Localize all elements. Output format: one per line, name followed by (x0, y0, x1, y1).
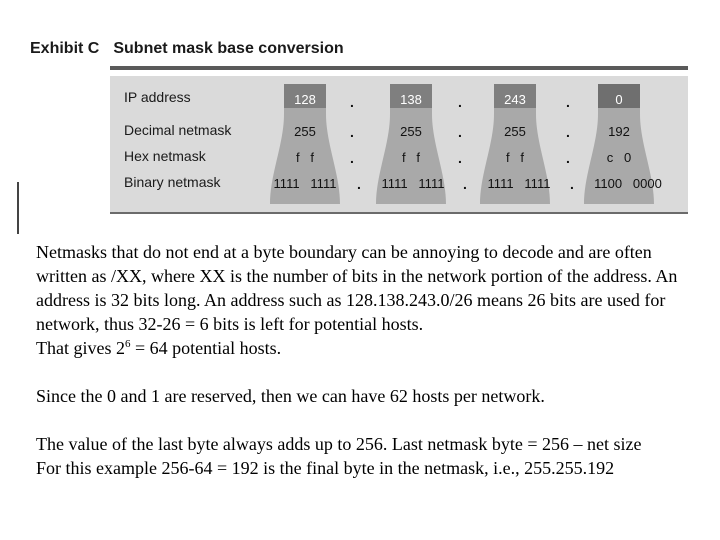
hex-byte-4: c 0 (606, 150, 632, 165)
margin-bar (17, 182, 19, 234)
binary-byte-3: 1111 1111 (487, 176, 551, 191)
row-label-binary: Binary netmask (124, 174, 221, 190)
separator-dot: . (357, 176, 361, 192)
exponent: 6 (124, 338, 131, 350)
paragraph-reserved-hosts: Since the 0 and 1 are reserved, then we can have 62 hosts per network. (36, 386, 545, 406)
paragraph-last-byte-rule: The value of the last byte always adds up to 256. Last netmask byte = 256 – net size (36, 434, 642, 454)
separator-dot: . (566, 150, 570, 166)
binary-byte-2: 1111 1111 (381, 176, 445, 191)
separator-dot: . (566, 94, 570, 110)
decimal-byte-1: 255 (294, 124, 316, 139)
ip-byte-2: 138 (400, 92, 422, 107)
separator-dot: . (458, 124, 462, 140)
separator-dot: . (350, 94, 354, 110)
decimal-byte-2: 255 (400, 124, 422, 139)
potential-hosts-prefix: That gives 2 (36, 338, 125, 358)
ip-byte-4: 0 (615, 92, 623, 107)
ip-byte-1: 128 (294, 92, 316, 107)
binary-byte-4: 1100 0000 (594, 176, 662, 191)
exhibit-title: Subnet mask base conversion (113, 40, 344, 57)
hex-byte-2: f f (401, 150, 421, 165)
separator-dot: . (458, 94, 462, 110)
ip-byte-3: 243 (504, 92, 526, 107)
explanation-text (36, 240, 696, 480)
potential-hosts-suffix: = 64 potential hosts. (130, 338, 282, 358)
table-top-rule (110, 66, 688, 70)
decimal-byte-3: 255 (504, 124, 526, 139)
decimal-byte-4: 192 (608, 124, 630, 139)
hex-byte-1: f f (295, 150, 315, 165)
row-label-decimal: Decimal netmask (124, 122, 232, 138)
separator-dot: . (350, 124, 354, 140)
separator-dot: . (463, 176, 467, 192)
exhibit-label: Exhibit C (30, 40, 100, 57)
table-bottom-rule (110, 212, 688, 214)
binary-byte-1: 1111 1111 (273, 176, 337, 191)
hex-byte-3: f f (505, 150, 525, 165)
separator-dot: . (350, 150, 354, 166)
row-label-ip: IP address (124, 89, 191, 105)
row-label-hex: Hex netmask (124, 148, 206, 164)
paragraph-netmask-notation: Netmasks that do not end at a byte boundary can be annoying to decode and are often written as /XX, where XX is the number of bits in the network portion of the address. An address is 32 bits long. An address such as 128.138.243.0/26 means 26 bits are used for network, thus 32-26 = 6 bits is left for potential hosts. (36, 242, 678, 334)
exhibit-heading (30, 40, 344, 58)
separator-dot: . (570, 176, 574, 192)
separator-dot: . (458, 150, 462, 166)
separator-dot: . (566, 124, 570, 140)
paragraph-potential-hosts (36, 336, 696, 360)
paragraph-example: For this example 256-64 = 192 is the final byte in the netmask, i.e., 255.255.192 (36, 458, 615, 478)
